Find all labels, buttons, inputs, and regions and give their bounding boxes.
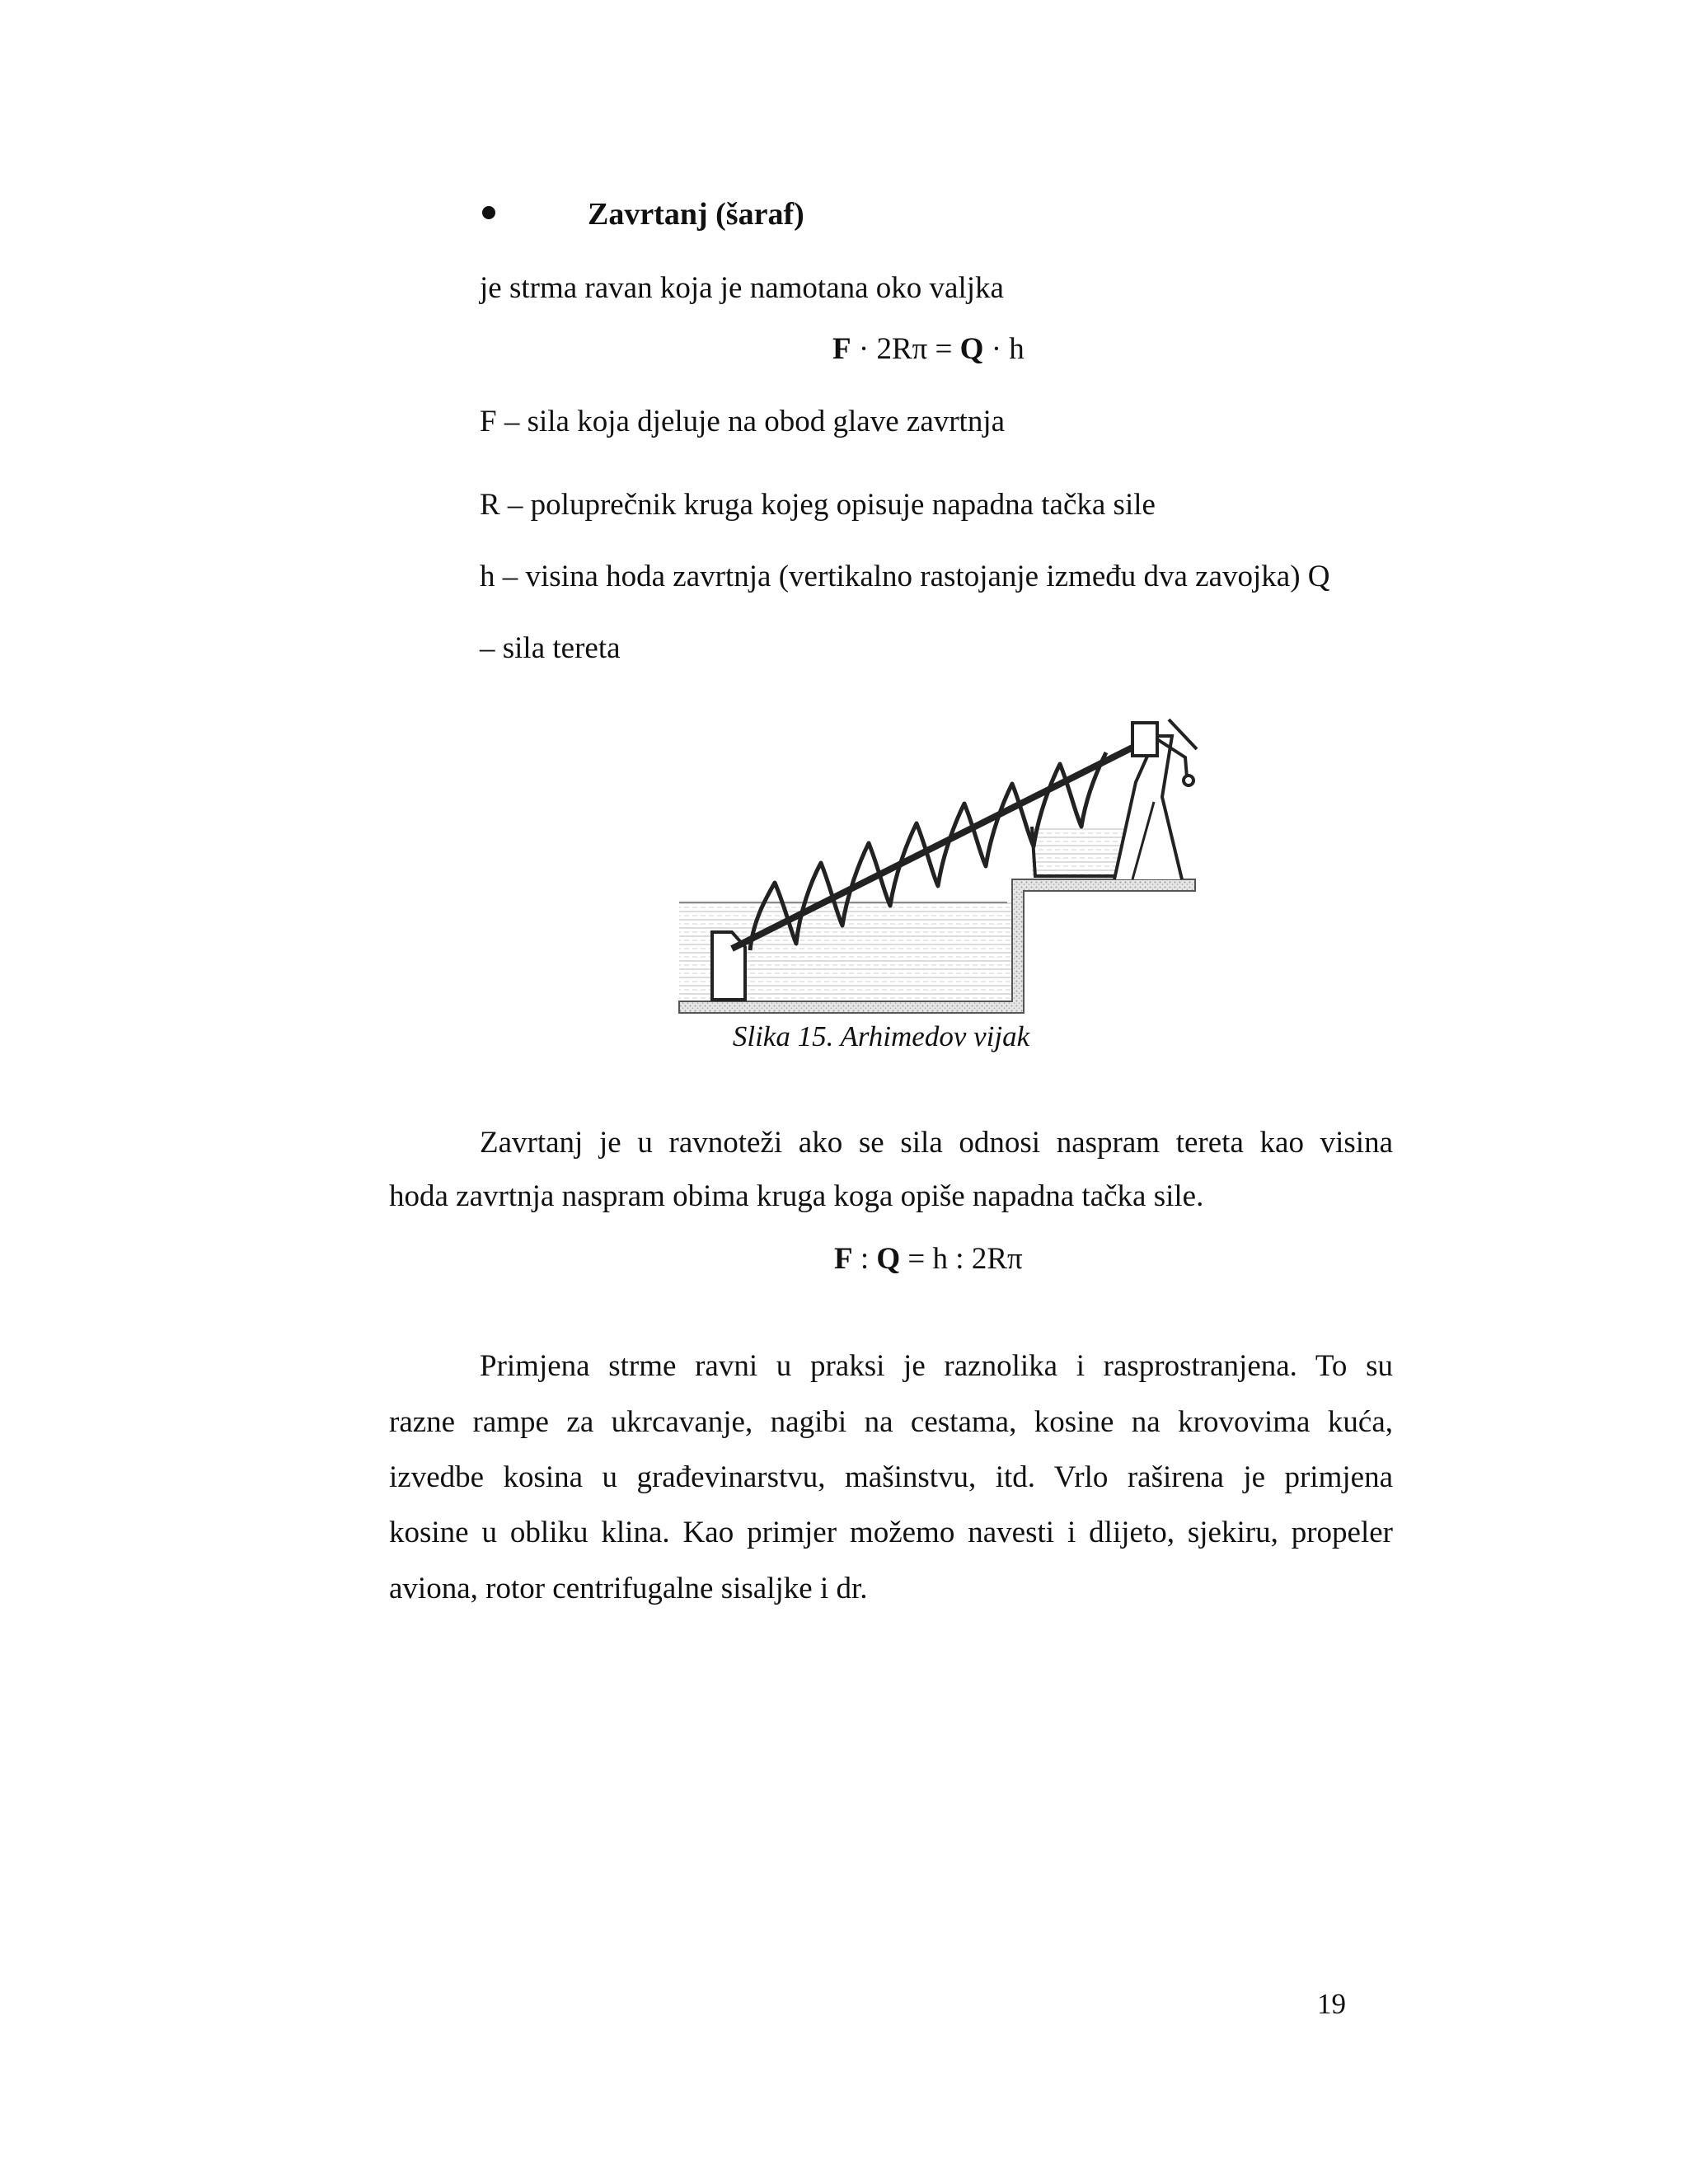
crank-support-stand bbox=[1114, 736, 1182, 879]
page-number: 19 bbox=[1317, 1988, 1346, 2020]
legend-f: F – sila koja djeluje na obod glave zavrtnja bbox=[480, 405, 1006, 438]
paragraph-application-line-5: aviona, rotor centrifugalne sisaljke i dr. bbox=[389, 1572, 868, 1605]
bullet-icon bbox=[482, 206, 495, 219]
formula-radius-term: 2Rπ = bbox=[876, 332, 960, 366]
paragraph-application-line-2: razne rampe za ukrcavanje, nagibi na cestama, kosine na krovovima kuća, bbox=[389, 1405, 1393, 1439]
paragraph-application-line-3: izvedbe kosina u građevinarstvu, mašinstvu, itd. Vrlo raširena je primjena bbox=[389, 1460, 1393, 1494]
formula-symbol-q: Q bbox=[959, 332, 984, 366]
archimedes-screw-figure bbox=[674, 703, 1202, 1021]
section-heading: Zavrtanj (šaraf) bbox=[588, 197, 804, 232]
figure-caption: Slika 15. Arhimedov vijak bbox=[732, 1020, 1030, 1052]
formula-height-term: · h bbox=[983, 332, 1025, 366]
formula2-ratio: = h : 2Rπ bbox=[900, 1242, 1023, 1276]
legend-r: R – poluprečnik kruga kojeg opisuje napadna tačka sile bbox=[480, 488, 1156, 522]
formula-dot: · bbox=[851, 332, 877, 366]
formula2-symbol-q: Q bbox=[876, 1242, 901, 1276]
definition-text: je strma ravan koja je namotana oko valjka bbox=[480, 271, 1004, 305]
formula2-separator: : bbox=[852, 1242, 877, 1276]
upper-water-tank bbox=[1032, 827, 1128, 876]
formula-screw-work bbox=[832, 331, 1025, 368]
formula2-symbol-f: F bbox=[834, 1242, 853, 1276]
paragraph-application-line-4: kosine u obliku klina. Kao primjer možemo navesti i dlijeto, sjekiru, propeler bbox=[389, 1516, 1393, 1549]
formula-symbol-f: F bbox=[832, 332, 851, 366]
formula-equilibrium bbox=[834, 1241, 1023, 1277]
legend-h: h – visina hoda zavrtnja (vertikalno rastojanje između dva zavojka) Q bbox=[480, 560, 1330, 593]
legend-q: – sila tereta bbox=[480, 631, 621, 665]
paragraph-equilibrium-line-1: Zavrtanj je u ravnoteži ako se sila odnosi naspram tereta kao visina bbox=[480, 1126, 1393, 1160]
paragraph-equilibrium-line-2: hoda zavrtnja naspram obima kruga koga opiše napadna tačka sile. bbox=[389, 1179, 1204, 1213]
paragraph-application-line-1: Primjena strme ravni u praksi je raznolika i rasprostranjena. To su bbox=[480, 1349, 1393, 1383]
